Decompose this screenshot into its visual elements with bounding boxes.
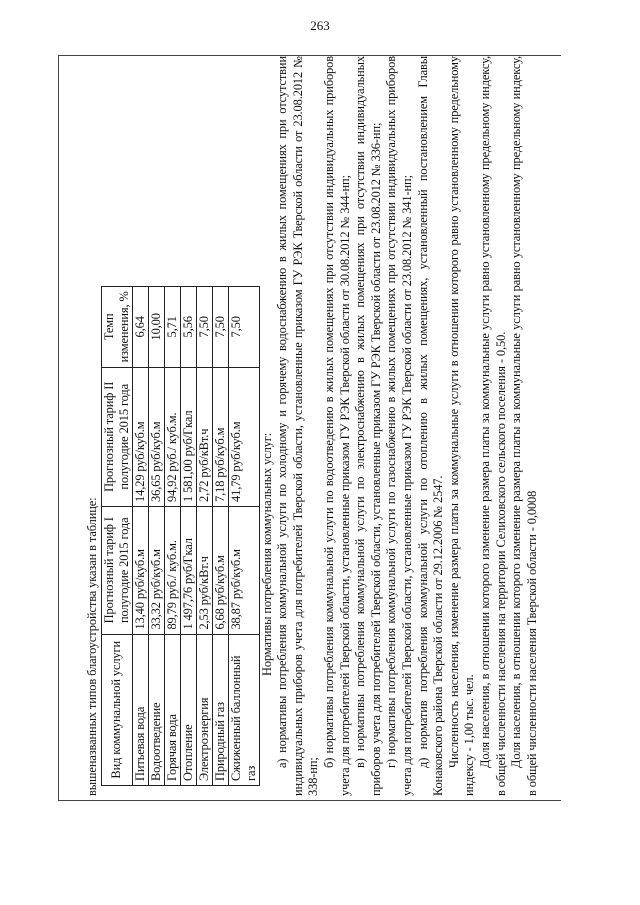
paragraph-norms-v: в) нормативы потребления коммунальной услуги по электроснабжению в жилых помещениях при отсутствии индивидуальных приборов учета для потребителей Тверской области, установленные приказом ГУ РЭК Тверской области от 23.08.2012 № 336-нп; bbox=[353, 56, 383, 796]
cell-tariff-h1: 89,79 руб./ куб.м. bbox=[164, 506, 180, 634]
header-service: Вид коммунальной услуги bbox=[101, 634, 132, 785]
cell-rate: 5,56 bbox=[180, 287, 196, 368]
cell-service: Электроэнергия bbox=[196, 634, 212, 785]
table-intro: вышеназванных типов благоустройства указан в таблице: bbox=[85, 497, 99, 796]
cell-rate: 6,64 bbox=[132, 287, 148, 368]
rotated-content bbox=[85, 56, 539, 796]
cell-tariff-h2: 2,72 руб/кВт.ч bbox=[196, 367, 212, 506]
cell-tariff-h2: 1 581,00 руб/Гкал bbox=[180, 367, 196, 506]
page-number: 263 bbox=[310, 18, 330, 33]
header-tariff-h1: Прогнозный тариф I полугодие 2015 года bbox=[101, 506, 132, 634]
paragraph-population: Численность населения, изменение размера платы за коммунальные услуги в отношении которого равно установленному предельному индексу - 1,00 тыс. чел. bbox=[446, 56, 477, 796]
cell-rate: 7,50 bbox=[212, 287, 228, 368]
table-header-row bbox=[101, 287, 132, 786]
cell-tariff-h2: 14,29 руб/куб.м bbox=[132, 367, 148, 506]
cell-tariff-h2: 94,92 руб./ куб.м. bbox=[164, 367, 180, 506]
cell-service: Питьевая вода bbox=[132, 634, 148, 785]
table-row bbox=[212, 287, 228, 786]
cell-tariff-h1: 38,87 руб/куб.м bbox=[228, 506, 259, 634]
table-row bbox=[132, 287, 148, 786]
cell-tariff-h2: 41,79 руб/куб.м bbox=[228, 367, 259, 506]
cell-tariff-h2: 36,65 руб/куб.м bbox=[148, 367, 164, 506]
paragraph-share-settlement: Доля населения, в отношении которого изменение размера платы за коммунальные услуги равно установленному предельному индексу, в общей численности населения на территории Селиховского сельского поселения - 0,50. bbox=[477, 56, 508, 796]
cell-tariff-h1: 6,68 руб/куб.м bbox=[212, 506, 228, 634]
paragraph-share-region: Доля населения, в отношении которого изменение размера платы за коммунальные услуги равно установленному предельному индексу, в общей численности населения Тверской области - 0,0008 bbox=[509, 56, 539, 796]
tariff-table bbox=[101, 286, 260, 786]
cell-service: Горячая вода bbox=[164, 634, 180, 785]
cell-service: Сжиженный баллонный газ bbox=[228, 634, 259, 785]
cell-rate: 5,71 bbox=[164, 287, 180, 368]
cell-tariff-h1: 33,32 руб/куб.м bbox=[148, 506, 164, 634]
norms-heading: Нормативы потребления коммунальных услуг: bbox=[259, 432, 274, 676]
cell-tariff-h2: 7,18 руб/куб.м bbox=[212, 367, 228, 506]
cell-tariff-h1: 1 497,76 руб/Гкал bbox=[180, 506, 196, 634]
cell-tariff-h1: 13,40 руб/куб.м bbox=[132, 506, 148, 634]
cell-tariff-h1: 2,53 руб/кВт.ч bbox=[196, 506, 212, 634]
paragraph-norms-g: г) нормативы потребления коммунальной услуги по газоснабжению в жилых помещениях при отсутствии индивидуальных приборов учета для потребителей Тверской области, установленные приказом ГУ РЭК Тверской области от 23.08.2012 № 341-нп; bbox=[384, 56, 414, 796]
cell-service: Отопление bbox=[180, 634, 196, 785]
paragraph-norms-d: д) норматив потребления коммунальной услуги по отоплению в жилых помещениях, установленный постановлением Главы Конаковского района Тверской области от 29.12.2006 № 2547. bbox=[415, 56, 446, 796]
header-tariff-h2: Прогнозный тариф II полугодие 2015 года bbox=[101, 367, 132, 506]
cell-rate: 7,50 bbox=[196, 287, 212, 368]
header-rate: Темп изменения, % bbox=[101, 287, 132, 368]
paragraph-norms-a: а) нормативы потребления коммунальной услуги по холодному и горячему водоснабжению в жилых помещениях при отсутствии индивидуальных приборов учета для потребителей Тверской области, установленные приказом ГУ РЭК Тверской области от 23.08.2012 № 338-нп; bbox=[275, 56, 321, 796]
table-row bbox=[164, 287, 180, 786]
cell-service: Природный газ bbox=[212, 634, 228, 785]
table-row bbox=[180, 287, 196, 786]
table-row bbox=[148, 287, 164, 786]
table-row bbox=[228, 287, 259, 786]
table-row bbox=[196, 287, 212, 786]
paragraph-norms-b: б) нормативы потребления коммунальной услуги по водоотведению в жилых помещениях при отсутствии индивидуальных приборов учета для потребителей Тверской области, установленные приказом ГУ РЭК Тверской области от 30.08.2012 № 344-нп; bbox=[321, 56, 352, 796]
cell-rate: 10,00 bbox=[148, 287, 164, 368]
cell-rate: 7,50 bbox=[228, 287, 259, 368]
cell-service: Водоотведение bbox=[148, 634, 164, 785]
